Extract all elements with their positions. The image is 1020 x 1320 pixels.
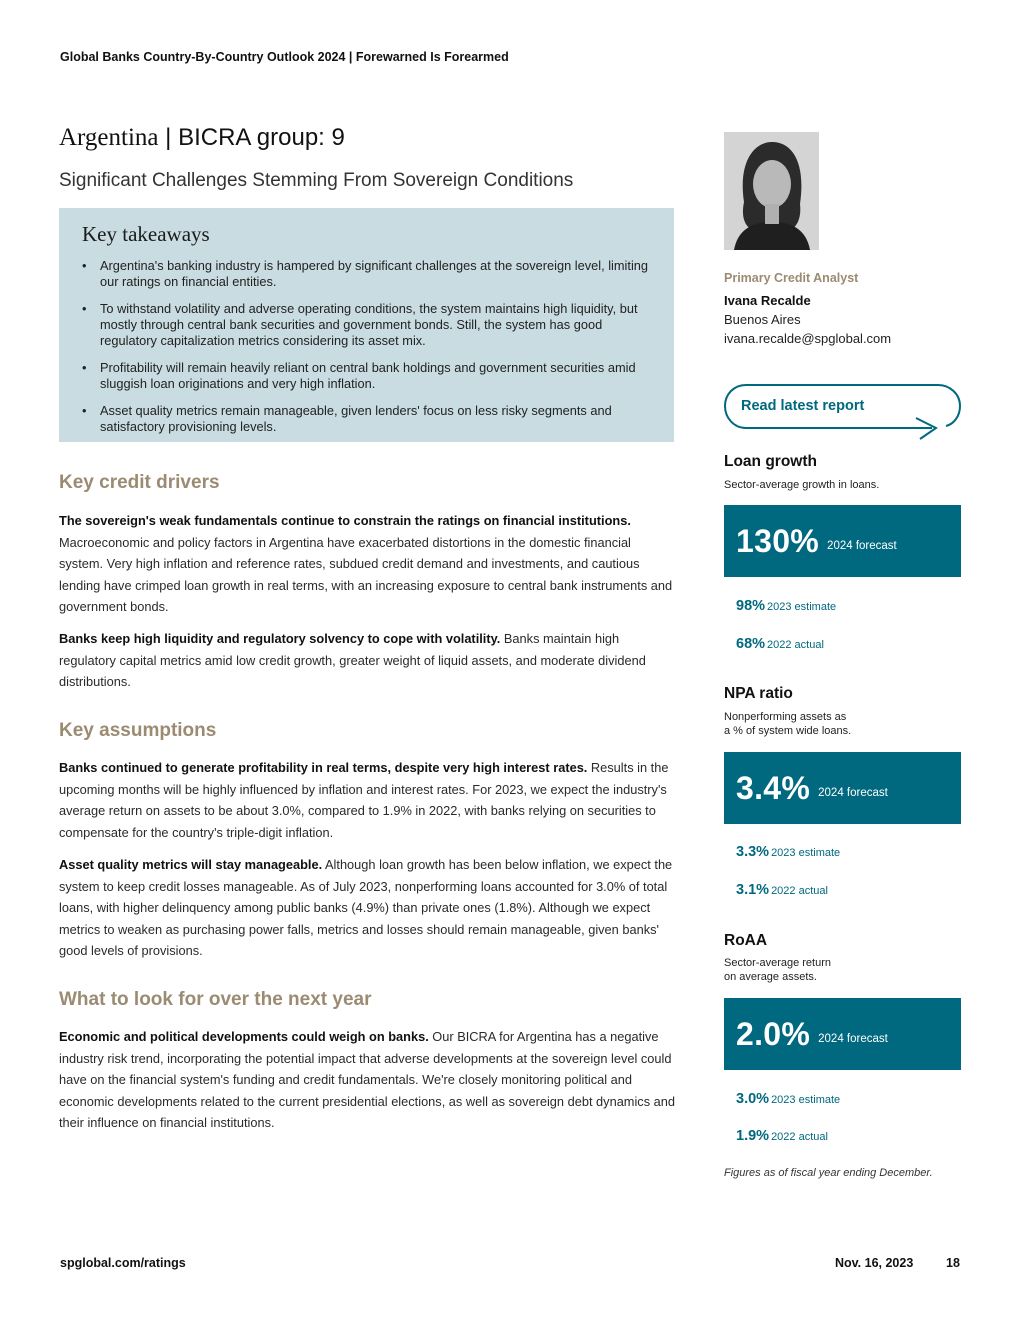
figures-footnote: Figures as of fiscal year ending December. xyxy=(724,1167,933,1179)
forecast-value: 2.0% xyxy=(736,1015,811,1052)
bullet-icon: • xyxy=(82,360,87,375)
analyst-city: Buenos Aires xyxy=(724,312,801,327)
footer-date: Nov. 16, 2023 xyxy=(835,1256,914,1270)
npa-ratio-forecast-box xyxy=(724,752,961,824)
roaa-actual: 1.9% 2022 actual xyxy=(736,1128,828,1144)
page-title xyxy=(59,124,345,152)
forecast-value: 130% xyxy=(736,522,820,559)
loan-growth-forecast-box xyxy=(724,505,961,577)
roaa-estimate: 3.0% 2023 estimate xyxy=(736,1091,841,1107)
takeaway-item: • Asset quality metrics remain manageable, given lenders' focus on less risky segments and satisfactory provisioning levels. xyxy=(82,403,612,434)
assumption-paragraph: Banks continued to generate profitability in real terms, despite very high interest rates. Results in the upcoming months will be highly influenced by inflation and interest rates. For 2023, we expect the industry's average return on assets to be about 3.0%, compared to 1.9% in 2022, with banks relying on securities to compensate for the country's triple-digit inflation. xyxy=(59,760,669,840)
forecast-value: 3.4% xyxy=(736,769,811,806)
footer-site-link[interactable]: spglobal.com/ratings xyxy=(60,1256,186,1270)
analyst-portrait-icon xyxy=(724,132,819,250)
assumptions-heading: Key assumptions xyxy=(59,720,217,741)
loan-growth-estimate: 98% 2023 estimate xyxy=(736,598,837,614)
npa-ratio-title: NPA ratio xyxy=(724,685,793,702)
loan-growth-actual: 68% 2022 actual xyxy=(736,636,824,652)
forecast-label: 2024 forecast xyxy=(818,1033,888,1045)
npa-ratio-estimate: 3.3% 2023 estimate xyxy=(736,844,841,860)
bicra-group: BICRA group: 9 xyxy=(178,124,345,151)
analyst-email-link[interactable]: ivana.recalde@spglobal.com xyxy=(724,331,892,346)
takeaway-item: • Argentina's banking industry is hampered by significant challenges at the sovereign level, limiting our ratings on financial entities. xyxy=(82,258,649,289)
roaa-title: RoAA xyxy=(724,932,768,949)
report-button-label: Read latest report xyxy=(741,398,865,414)
forecast-label: 2024 forecast xyxy=(818,787,888,799)
country-name: Argentina xyxy=(59,124,159,151)
bullet-icon: • xyxy=(82,301,87,316)
credit-driver-paragraph: Banks keep high liquidity and regulatory solvency to cope with volatility. Banks maintain high regulatory capital metrics amid low credit growth, greater weight of liquid assets, and moderate dividend distributions. xyxy=(59,631,646,689)
running-header: Global Banks Country-By-Country Outlook 2024 | Forewarned Is Forearmed xyxy=(60,50,509,64)
key-takeaways-box xyxy=(59,208,674,442)
credit-drivers-heading: Key credit drivers xyxy=(59,472,220,493)
roaa-forecast-box xyxy=(724,998,961,1070)
analyst-photo xyxy=(724,132,819,250)
takeaway-item: • To withstand volatility and adverse operating conditions, the system maintains high liquidity, but mostly through central bank securities and government bonds. Still, the system has good regulatory capitalization metrics considering its asset mix. xyxy=(82,301,638,348)
credit-driver-paragraph: The sovereign's weak fundamentals continue to constrain the ratings on financial institutions. Macroeconomic and policy factors in Argentina have exacerbated distortions in the domestic financial system. Very high inflation and reference rates, subdued credit demand and investments, and cautious lending have crimped loan growth in real terms, with an increasing exposure to central bank instruments and government bonds. xyxy=(59,513,673,614)
takeaways-list xyxy=(82,258,650,435)
roaa-description: Sector-average return on average assets. xyxy=(724,957,831,983)
analyst-role: Primary Credit Analyst xyxy=(724,271,859,285)
loan-growth-description: Sector-average growth in loans. xyxy=(724,479,880,491)
read-latest-report-button[interactable] xyxy=(724,384,964,440)
takeaway-item: • Profitability will remain heavily reliant on central bank holdings and government securities amid sluggish loan originations and very high inflation. xyxy=(82,360,636,391)
bullet-icon: • xyxy=(82,258,87,273)
loan-growth-title: Loan growth xyxy=(724,453,817,470)
npa-ratio-description: Nonperforming assets as a % of system wide loans. xyxy=(724,711,852,737)
page-number: 18 xyxy=(946,1256,960,1270)
page-subtitle: Significant Challenges Stemming From Sovereign Conditions xyxy=(59,170,574,191)
assumption-paragraph: Asset quality metrics will stay manageable. Although loan growth has been below inflation, we expect the system to keep credit losses manageable. As of July 2023, nonperforming loans accounted for 3.0% of total loans, with higher delinquency among public banks (4.9%) than private ones (1.8%). Although we expect metrics to weaken as purchasing power falls, metrics and losses should remain manageable, given banks' good levels of provisions. xyxy=(59,857,673,958)
outlook-heading: What to look for over the next year xyxy=(59,989,372,1010)
key-takeaways-heading: Key takeaways xyxy=(82,222,210,246)
npa-ratio-actual: 3.1% 2022 actual xyxy=(736,882,828,898)
bullet-icon: • xyxy=(82,403,87,418)
forecast-label: 2024 forecast xyxy=(827,540,897,552)
outlook-paragraph: Economic and political developments could weigh on banks. Our BICRA for Argentina has a negative industry risk trend, incorporating the potential impact that adverse developments at the sovereign level could have on the financial system's funding and credit fundamentals. We're closely monitoring political and economic developments related to the current presidential elections, as well as sovereign debt dynamics and their influence on financial institutions. xyxy=(59,1029,676,1130)
analyst-name: Ivana Recalde xyxy=(724,293,811,308)
title-separator: | xyxy=(158,124,179,151)
